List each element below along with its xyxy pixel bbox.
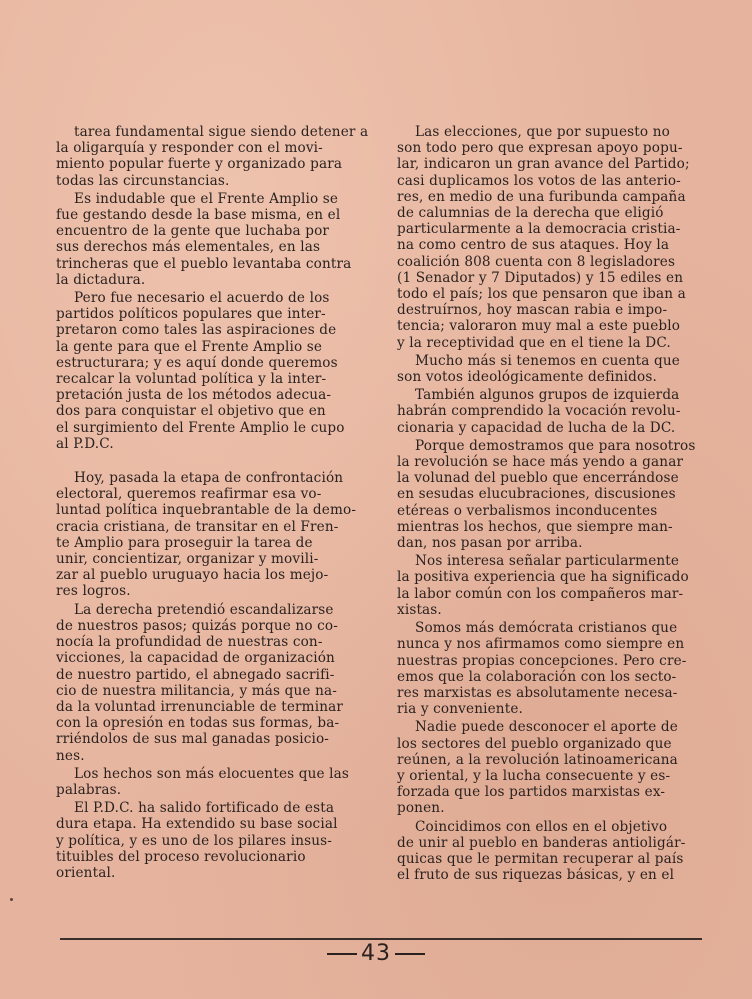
text-line: la dictadura.	[56, 271, 146, 288]
text-line: la positiva experiencia que ha significado	[397, 569, 689, 586]
text-line: nunca y nos afirmamos como siempre en	[397, 636, 685, 653]
text-line: con la opresión en todas sus formas, ba-	[56, 715, 340, 732]
text-line: fue gestando desde la base misma, en el	[56, 207, 341, 224]
text-line: partidos políticos populares que inter-	[56, 306, 326, 323]
page-number	[0, 941, 752, 966]
paragraph	[397, 124, 709, 351]
text-line: Hoy, pasada la etapa de confrontación	[74, 470, 344, 487]
text-line: reúnen, a la revolución latinoamericana	[397, 751, 678, 768]
text-line: al P.D.C.	[56, 435, 114, 452]
text-line: nes.	[56, 747, 85, 764]
text-line: Es indudable que el Frente Amplio se	[74, 190, 339, 207]
paragraph	[397, 553, 709, 618]
paragraph	[56, 470, 372, 600]
text-line: lar, indicaron un gran avance del Partido;	[397, 156, 690, 173]
text-line: zar al pueblo uruguayo hacia los mejo-	[56, 567, 329, 584]
text-line: Nadie puede desconocer el aporte de	[415, 719, 678, 736]
paragraph	[397, 353, 709, 385]
text-line: de unir al pueblo en banderas antioligár-	[397, 834, 686, 851]
text-line: nuestras propias concepciones. Pero cre-	[397, 652, 687, 669]
text-line: quicas que le permitan recuperar al país	[397, 850, 684, 867]
text-line: cionaria y capacidad de lucha de la DC.	[397, 419, 676, 436]
text-line: de nuestros pasos; quizás porque no co-	[56, 617, 338, 634]
text-line: miento popular fuerte y organizado para	[56, 156, 343, 173]
paragraph	[397, 438, 709, 551]
text-line: La derecha pretendió escandalizarse	[74, 601, 334, 618]
paragraph	[397, 387, 709, 436]
text-line: el fruto de sus riquezas básicas, y en el	[397, 867, 675, 884]
text-line: pretación justa de los métodos adecua-	[56, 387, 332, 404]
text-line: encuentro de la gente que luchaba por	[56, 223, 330, 240]
dash-right	[395, 953, 425, 955]
text-line: tencia; valoraron muy mal a este pueblo	[397, 318, 681, 335]
text-line: Pero fue necesario el acuerdo de los	[74, 290, 330, 307]
text-line: etéreas o verbalismos inconducentes	[397, 502, 658, 519]
text-line: Los hechos son más elocuentes que las	[74, 765, 350, 782]
text-line: casi duplicamos los votos de las anterio-	[397, 172, 681, 189]
text-line: sus derechos más elementales, en las	[56, 239, 321, 256]
text-line: la gente para que el Frente Amplio se	[56, 338, 323, 355]
text-line: Porque demostramos que para nosotros	[415, 437, 696, 454]
text-line: estructurara; y es aquí donde queremos	[56, 354, 338, 371]
text-line: na como centro de sus ataques. Hoy la	[397, 237, 670, 254]
text-line: dura etapa. Ha extendido su base social	[56, 816, 338, 833]
paragraph	[56, 800, 372, 881]
text-line: forzada que los partidos marxistas ex-	[397, 784, 666, 801]
text-line: cracia cristiana, de transitar en el Fren-	[56, 518, 339, 535]
text-line: mientras los hechos, que siempre man-	[397, 518, 673, 535]
paragraph	[56, 766, 372, 798]
paragraph	[397, 719, 709, 816]
text-line: de calumnias de la derecha que eligió	[397, 205, 664, 222]
text-line: y oriental, y la lucha consecuente y es-	[397, 767, 671, 784]
paragraph	[56, 191, 372, 288]
text-line: la volunad del pueblo que encerrándose	[397, 470, 679, 487]
text-line: vicciones, la capacidad de organización	[56, 650, 335, 667]
paragraph	[56, 290, 372, 452]
text-line: (1 Senador y 7 Diputados) y 15 ediles en	[397, 269, 684, 286]
footer-rule	[60, 938, 702, 940]
text-line: electoral, queremos reafirmar esa vo-	[56, 486, 322, 503]
text-line: en sesudas elucubraciones, discusiones	[397, 486, 676, 503]
text-line: emos que la colaboración con los secto-	[397, 668, 677, 685]
text-line: luntad política inquebrantable de la demo-	[56, 502, 357, 519]
text-line: oriental.	[56, 864, 116, 881]
text-line: destruírnos, hoy mascan rabia e impo-	[397, 302, 668, 319]
text-line: la revolución se hace más yendo a ganar	[397, 454, 684, 471]
text-line: dan, nos pasan por arriba.	[397, 535, 583, 552]
text-line: Mucho más si tenemos en cuenta que	[415, 352, 680, 369]
text-line: res logros.	[56, 583, 131, 600]
text-line: palabras.	[56, 781, 122, 798]
text-line: Somos más demócrata cristianos que	[415, 620, 678, 637]
text-line: ponen.	[397, 800, 445, 817]
page-number-text: 43	[361, 941, 391, 966]
left-column	[56, 124, 372, 883]
text-line: todas las circunstancias.	[56, 172, 230, 189]
text-line: Coincidimos con ellos en el objetivo	[415, 818, 668, 835]
text-line: la oligarquía y responder con el movi-	[56, 140, 323, 157]
paragraph	[56, 602, 372, 764]
text-line: recalcar la voluntad política y la inter-	[56, 371, 327, 388]
text-line: de nuestro partido, el abnegado sacrifi-	[56, 666, 335, 683]
text-line: y la receptividad que en el tiene la DC.	[397, 334, 671, 351]
text-line: cio de nuestra militancia, y más que na-	[56, 682, 337, 699]
text-line: xistas.	[397, 601, 442, 618]
text-line: También algunos grupos de izquierda	[415, 387, 680, 404]
text-line: pretaron como tales las aspiraciones de	[56, 322, 337, 339]
text-line: res marxistas es absolutamente necesa-	[397, 684, 678, 701]
right-column	[397, 124, 709, 885]
text-line: tarea fundamental sigue siendo detener a	[74, 124, 369, 140]
text-line: los sectores del pueblo organizado que	[397, 735, 672, 752]
paper-speck	[10, 898, 13, 901]
text-line: todo el país; los que pensaron que iban a	[397, 286, 686, 303]
paragraph	[397, 620, 709, 717]
text-line: rriéndolos de sus mal ganadas posicio-	[56, 731, 330, 748]
text-line: dos para conquistar el objetivo que en	[56, 403, 326, 420]
text-line: Nos interesa señalar particularmente	[415, 553, 680, 570]
text-line: nocía la profundidad de nuestras con-	[56, 634, 323, 651]
text-line: da la voluntad irrenunciable de terminar	[56, 698, 344, 715]
text-line: res, en medio de una furibunda campaña	[397, 188, 686, 205]
text-line: son votos ideológicamente definidos.	[397, 369, 657, 386]
text-line: coalición 808 cuenta con 8 legisladores	[397, 253, 676, 270]
text-line: El P.D.C. ha salido fortificado de esta	[74, 800, 335, 817]
text-line: ria y conveniente.	[397, 701, 523, 718]
text-line: tituibles del proceso revolucionario	[56, 848, 306, 865]
paragraph	[56, 124, 372, 189]
text-line: habrán comprendido la vocación revolu-	[397, 403, 681, 420]
text-line: trincheras que el pueblo levantaba contra	[56, 255, 352, 272]
text-line: particularmente a la democracia cristia-	[397, 221, 681, 238]
text-line: el surgimiento del Frente Amplio le cupo	[56, 419, 345, 436]
text-line: y política, y es uno de los pilares insus-	[56, 832, 333, 849]
paragraph	[397, 819, 709, 884]
text-line: unir, concientizar, organizar y movili-	[56, 551, 319, 568]
text-line: son todo pero que expresan apoyo popu-	[397, 140, 683, 157]
text-line: la labor común con los compañeros mar-	[397, 585, 684, 602]
dash-left	[327, 953, 357, 955]
text-line: te Amplio para proseguir la tarea de	[56, 534, 313, 551]
text-line: Las elecciones, que por supuesto no	[415, 124, 670, 140]
